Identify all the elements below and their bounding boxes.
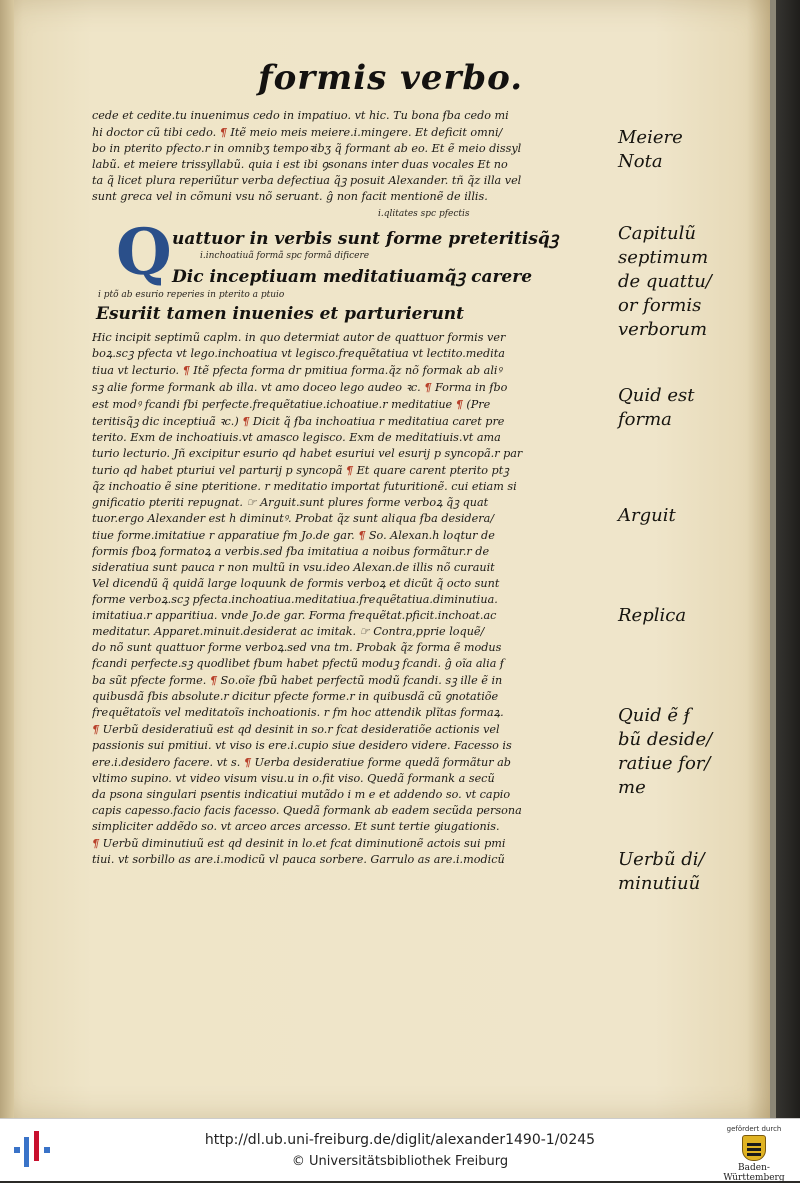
- margin-note-line: Meiere: [618, 127, 683, 148]
- commentary-line: do nõ sunt quattuor forme verboꝝ.sed vna tm. Probak q̃z forma ẽ modus: [92, 641, 502, 654]
- commentary-line: Vel dicendũ q̃ quidã large loquunk de formis verboꝝ et dicũt q̃ octo sunt: [92, 577, 500, 590]
- margin-note-line: minutiuũ: [618, 873, 701, 894]
- verse-line: Dic inceptiuam meditatiuamq̃ꝫ carere: [172, 267, 533, 287]
- margin-note-line: verborum: [618, 319, 708, 340]
- margin-note-line: or formis: [618, 295, 702, 316]
- commentary-line: gnificatio pteriti repugnat. ☞ Arguit.sunt plures forme verboꝝ q̃ꝫ quat: [92, 496, 489, 509]
- verse-line: uattuor in verbis sunt forme preteritisq̃ꝫ: [172, 229, 559, 249]
- margin-note-forma: [618, 384, 694, 432]
- commentary-line: ere.i.desidero facere. vt s. ¶ Uerba desideratiue forme quedã formãtur ab: [92, 755, 511, 769]
- margin-note-arguit: [618, 504, 676, 528]
- text-line: sunt greca vel in cõmuni vsu nõ seruant. ĝ non facit mentionẽ de illis.: [92, 190, 488, 203]
- interlinear-gloss: i.inchoatiuã formã spc formã dificere: [200, 251, 370, 261]
- interlinear-gloss: i.qlitates spc pfectis: [378, 209, 470, 219]
- commentary-line: turio lecturio. Jñ excipitur esurio qd habet esuriui vel esurij p syncopã.r par: [92, 447, 523, 460]
- commentary-line: est modꝰ fcandi ẜbi perfecte.frequẽtatiue.ichoatiue.r meditatiue ¶ (Pre: [92, 397, 491, 411]
- margin-note-line: forma: [618, 409, 672, 430]
- text-line: labũ. et meiere trissyllabũ. quia i est ibi ꝯsonans inter duas vocales Et no: [92, 158, 508, 171]
- coat-of-arms-icon: [742, 1135, 766, 1161]
- commentary-line: teritisq̃ꝫ dic inceptiuã ꝛc.) ¶ Dicit q̃ ẜba inchoatiua r meditatiua caret pre: [92, 414, 505, 428]
- commentary-line: quibusdã ẜbis absolute.r dicitur pfecte forme.r in quibusdã cũ ꝯnotatiõe: [92, 690, 499, 703]
- commentary-line: ¶ Uerbũ desideratiuũ est qd desinit in so.r fcat desideratiõe actionis vel: [92, 722, 500, 736]
- interlinear-gloss: i ptõ ab esurio reperies in pterito a ptuio: [98, 290, 285, 300]
- text-line: hi doctor cũ tibi cedo. ¶ Itẽ meio meis meiere.i.mingere. Et deficit omni/: [92, 125, 503, 139]
- margin-note-line: de quattu/: [618, 271, 712, 292]
- margin-note-line: Arguit: [618, 505, 676, 526]
- commentary-line: ba sũt pfecte forme. ¶ So.oĩe ẜbũ habet perfectũ modũ fcandi. sꝫ ille ẽ in: [92, 673, 503, 687]
- scan-edge: [770, 0, 800, 1118]
- commentary-line: ¶ Uerbũ diminutiuũ est qd desinit in lo.et fcat diminutionẽ actois sui pmi: [92, 836, 506, 850]
- margin-note-line: Replica: [618, 605, 687, 626]
- viewer-footer: [0, 1118, 800, 1181]
- margin-note-line: ratiue for/: [618, 753, 711, 774]
- margin-note-line: Uerbũ di/: [618, 849, 705, 870]
- commentary-line: forme verboꝝ.scꝫ pfecta.inchoatiua.meditatiua.frequẽtatiua.diminutiua.: [92, 593, 498, 606]
- page-binding-shadow: [0, 0, 14, 1118]
- commentary-line: da psona singulari psentis indicatiui mutãdo i m e et addendo so. vt capio: [92, 788, 511, 801]
- text-line: bo in pterito pfecto.r in omnibʒ tempoꝛibʒ q̃ formant ab eo. Et ẽ meio dissyl: [92, 142, 522, 155]
- commentary-line: boꝝ.scꝫ pfecta vt lego.inchoatiua vt legisco.frequẽtatiua vt lectito.medita: [92, 347, 505, 360]
- text-line: ta q̃ licet plura reperiũtur verba defectiua q̃ꝫ posuit Alexander. tñ q̃z illa vel: [92, 174, 522, 187]
- commentary-line: meditatur. Apparet.minuit.desiderat ac imitak. ☞ Contra,pprie loquẽ/: [92, 625, 485, 638]
- margin-note-replica: [618, 604, 686, 628]
- funded-by-label: gefördert durch: [726, 1125, 782, 1133]
- commentary-line: passionis sui pmitiui. vt viso is ere.i.cupio siue desidero videre. Facesso is: [92, 739, 512, 752]
- margin-note-line: bũ deside/: [618, 729, 713, 750]
- margin-note-line: Quid ẽ ẜ: [618, 705, 691, 726]
- margin-note-desiderative: [618, 704, 712, 800]
- commentary-line: terito. Exm de inchoatiuis.vt amasco legisco. Exm de meditatiuis.vt ama: [92, 431, 501, 444]
- commentary-line: sꝫ alie forme formank ab illa. vt amo doceo lego audeo ꝛc. ¶ Forma in ẜbo: [92, 380, 508, 394]
- commentary-line: tiua vt lecturio. ¶ Itẽ pfecta forma dr pmitiua forma.q̃z nõ formak ab aliꝰ: [92, 363, 502, 377]
- commentary-line: simpliciter addẽdo so. vt arceo arces arcesso. Et sunt tertie ꝯiugationis.: [92, 820, 500, 833]
- running-header: formis verbo.: [258, 58, 524, 98]
- text-line: cede et cedite.tu inuenimus cedo in impatiuo. vt hic. Tu bona ẜba cedo mi: [92, 109, 509, 122]
- commentary-line: formis ẜboꝝ formatoꝝ a verbis.sed ẜba imitatiua a noibus formãtur.r de: [92, 545, 490, 558]
- margin-note-line: Nota: [618, 151, 663, 172]
- commentary-line: Hic incipit septimũ caplm. in quo determiat autor de quattuor formis ver: [92, 331, 506, 344]
- margin-note-line: me: [618, 777, 646, 798]
- commentary-line: sideratiua sunt pauca r non multũ in vsu.ideo Alexan.de illis nõ curauit: [92, 561, 495, 574]
- commentary-line: fcandi perfecte.sꝫ quodlibet ẜbum habet pfectũ moduꝫ fcandi. ĝ oĩa alia ẜ: [92, 657, 505, 670]
- margin-note-line: Quid est: [618, 385, 695, 406]
- commentary-line: imitatiua.r apparitiua. vnde Jo.de gar. Forma frequẽtat.pficit.inchoat.ac: [92, 609, 497, 622]
- commentary-line: tiui. vt sorbillo as are.i.modicũ vl pauca sorbere. Garrulo as are.i.modicũ: [92, 853, 505, 866]
- commentary-text-block: [92, 330, 607, 868]
- copyright-notice: © Universitätsbibliothek Freiburg: [291, 1154, 509, 1169]
- funder-name: Baden-Württemberg: [723, 1163, 785, 1183]
- funder-badge[interactable]: [714, 1125, 794, 1183]
- margin-note-meiere: [618, 126, 683, 174]
- commentary-line: capis capesso.facio facis facesso. Quedã formank ab eadem secũda persona: [92, 804, 522, 817]
- margin-note-line: Capitulũ: [618, 223, 696, 244]
- commentary-line: tiue forme.imitatiue r apparatiue fm Jo.de gar. ¶ So. Alexan.h loqtur de: [92, 528, 495, 542]
- top-text-block: [92, 108, 607, 205]
- commentary-line: frequẽtatoĩs vel meditatoĩs inchoationis. r fm hoc attendik plĩtas formaꝝ.: [92, 706, 504, 719]
- permalink-url[interactable]: http://dl.ub.uni-freiburg.de/diglit/alexander1490-1/0245: [204, 1132, 596, 1148]
- commentary-line: vltimo supino. vt video visum visu.u in o.fit viso. Quedã formank a secũ: [92, 772, 495, 785]
- margin-note-diminutive: [618, 848, 705, 896]
- commentary-line: tuor.ergo Alexander est h diminutꝰ. Probat q̃z sunt aliqua ẜba desidera/: [92, 512, 495, 525]
- decorated-initial: Q: [116, 215, 172, 290]
- margin-note-line: septimum: [618, 247, 709, 268]
- commentary-line: turio qd habet pturiui vel parturij p syncopã ¶ Et quare carent pterito ptꝫ: [92, 463, 509, 477]
- margin-note-chapter: [618, 222, 712, 342]
- verse-line: Esuriit tamen inuenies et parturierunt: [96, 304, 465, 324]
- commentary-line: q̃z inchoatio ẽ sine pteritione. r meditatio importat futuritionẽ. cui etiam si: [92, 480, 517, 493]
